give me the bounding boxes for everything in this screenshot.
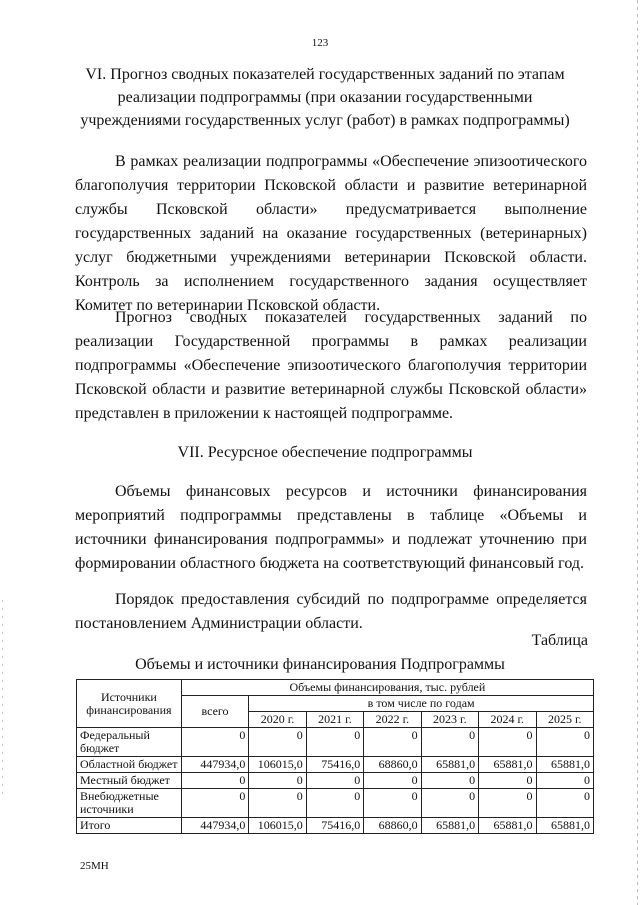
table-row — [77, 773, 594, 789]
scan-edge-right — [637, 0, 638, 905]
table-header-row-1 — [77, 680, 594, 696]
row-value: 65881,0 — [536, 757, 594, 773]
header-by-years: в том числе по годам — [249, 696, 594, 712]
row-value: 75416,0 — [306, 757, 363, 773]
row-value: 68860,0 — [364, 757, 421, 773]
row-source: Местный бюджет — [77, 773, 182, 789]
table-row — [77, 757, 594, 773]
header-volumes: Объемы финансирования, тыс. рублей — [181, 680, 593, 696]
table-row-total — [77, 818, 594, 834]
row-value: 0 — [306, 728, 363, 757]
row-source: Областной бюджет — [77, 757, 182, 773]
footer-code: 25МН — [80, 860, 109, 872]
row-value: 0 — [364, 728, 421, 757]
section-7-paragraph-1: Объемы финансовых ресурсов и источники финансирования мероприятий подпрограммы представлены в таблице «Объемы и источники финансирования подпрограммы» и подлежат уточнению при формировании областного бюджета на соответствующий финансовый год. — [75, 483, 587, 572]
row-value: 0 — [364, 789, 421, 818]
row-value: 0 — [479, 773, 536, 789]
table-row — [77, 728, 594, 757]
row-value: 0 — [479, 789, 536, 818]
row-value: 65881,0 — [421, 818, 478, 834]
table-title: Объемы и источники финансирования Подпрограммы — [135, 656, 505, 673]
row-value: 65881,0 — [479, 757, 536, 773]
row-value: 0 — [306, 789, 363, 818]
header-year: 2020 г. — [249, 712, 306, 728]
section-6-paragraph-1: В рамках реализации подпрограммы «Обеспечение эпизоотического благополучия территории Псковской области и развитие ветеринарной службы Псковской области» предусматривается выполнение государственных заданий на оказание государственных (ветеринарных) услуг бюджетными учреждениями ветеринарии Псковской области. Контроль за исполнением государственного задания осуществляет Комитет по ветеринарии Псковской области. — [75, 153, 587, 314]
row-value: 0 — [364, 773, 421, 789]
row-value: 0 — [536, 789, 594, 818]
section-6-paragraph-2: Прогноз сводных показателей государственных заданий по реализации Государственной программы в рамках реализации подпрограммы «Обеспечение эпизоотического благополучия территории Псковской области и развитие ветеринарной службы Псковской области» представлен в приложении к настоящей подпрограмме. — [75, 309, 587, 422]
row-source: Внебюджетные источники — [77, 789, 182, 818]
row-value: 65881,0 — [479, 818, 536, 834]
row-value: 106015,0 — [249, 757, 306, 773]
row-value: 0 — [249, 773, 306, 789]
row-value: 65881,0 — [536, 818, 594, 834]
row-total: 447934,0 — [181, 757, 249, 773]
financing-table — [76, 679, 594, 834]
header-year: 2021 г. — [306, 712, 363, 728]
table-label: Таблица — [531, 632, 588, 649]
row-value: 0 — [249, 728, 306, 757]
row-value: 65881,0 — [421, 757, 478, 773]
row-value: 0 — [421, 789, 478, 818]
row-value: 0 — [421, 728, 478, 757]
row-value: 0 — [249, 789, 306, 818]
table-row — [77, 789, 594, 818]
row-value: 0 — [306, 773, 363, 789]
row-total: 447934,0 — [181, 818, 249, 834]
row-source: Федеральный бюджет — [77, 728, 182, 757]
page-number: 123 — [311, 37, 329, 49]
row-total: 0 — [181, 728, 249, 757]
header-year: 2022 г. — [364, 712, 421, 728]
row-value: 68860,0 — [364, 818, 421, 834]
row-total: 0 — [181, 773, 249, 789]
header-year: 2025 г. — [536, 712, 594, 728]
section-7-heading: VII. Ресурсное обеспечение подпрограммы — [177, 444, 473, 461]
row-value: 75416,0 — [306, 818, 363, 834]
row-total: 0 — [181, 789, 249, 818]
header-total: всего — [181, 696, 249, 728]
header-year: 2024 г. — [479, 712, 536, 728]
section-7-paragraph-2: Порядок предоставления субсидий по подпрограмме определяется постановлением Администрации области. — [75, 591, 587, 632]
row-value: 106015,0 — [249, 818, 306, 834]
row-value: 0 — [421, 773, 478, 789]
header-year: 2023 г. — [421, 712, 478, 728]
header-sources: Источники финансирования — [77, 680, 182, 728]
scan-edge-left — [2, 600, 3, 800]
row-value: 0 — [536, 728, 594, 757]
row-value: 0 — [536, 773, 594, 789]
row-value: 0 — [479, 728, 536, 757]
section-6-heading: VI. Прогноз сводных показателей государственных заданий по этапам реализации подпрограммы (при оказании государственными учреждениями государственных услуг (работ) в рамках подпрограммы) — [80, 66, 570, 129]
row-source: Итого — [77, 818, 182, 834]
